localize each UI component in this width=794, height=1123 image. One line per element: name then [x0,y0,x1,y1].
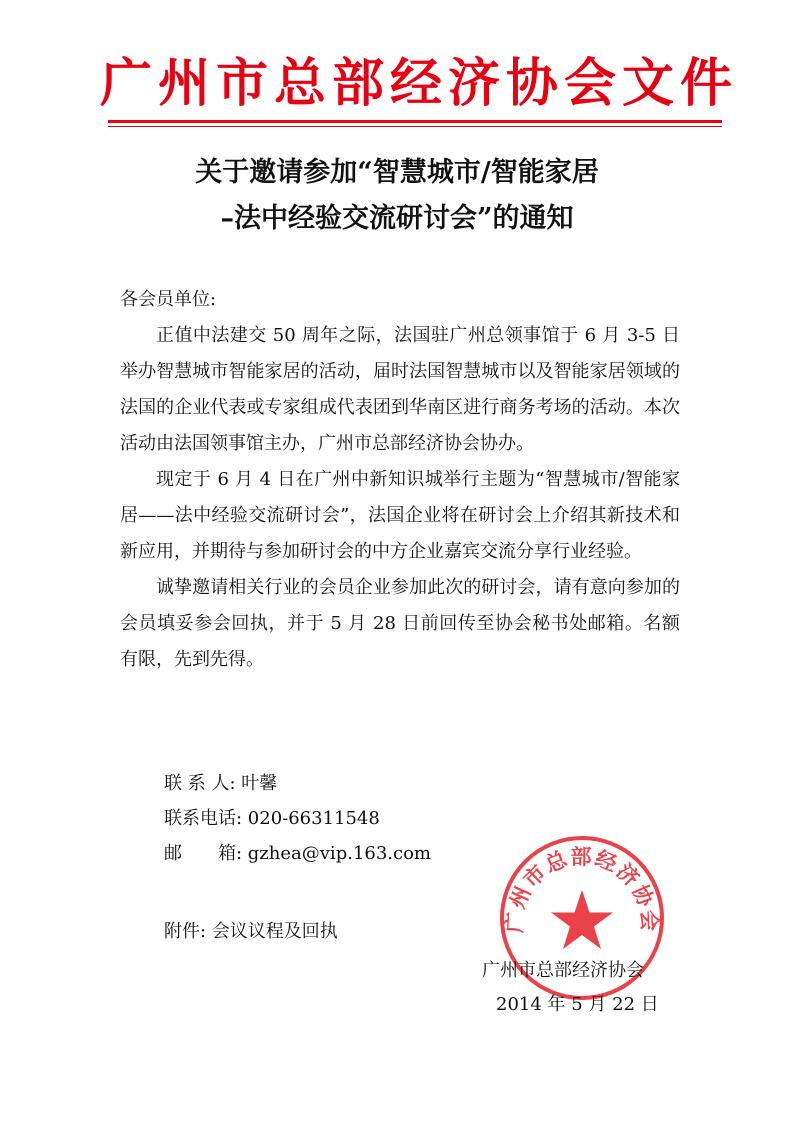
salutation: 各会员单位: [120,289,217,310]
paragraph-1: 正值中法建交 50 周年之际，法国驻广州总领事馆于 6 月 3-5 日举办智慧城市智能家居的活动，届时法国智慧城市以及智能家居领域的法国的企业代表或专家组成代表团到华南区进行商务考场的活动。本次活动由法国领事馆主办，广州市总部经济协会协办。 [120,325,680,454]
seal-star-icon [551,890,613,949]
masthead-rule-thin [108,126,722,127]
notice-title-line-2: –法中经验交流研讨会”的通知 [220,203,574,234]
contact-block [164,766,494,871]
contact-email: 邮 箱: gzhea@vip.163.com [164,843,432,864]
masthead-title: 广州市总部经济协会文件 [100,53,739,114]
paragraph-2: 现定于 6 月 4 日在广州中新知识城举行主题为“智慧城市/智能家居——法中经验交流研讨会”，法国企业将在研讨会上介绍其新技术和新应用，并期待与参加研讨会的中方企业嘉宾交流分享行业经验。 [120,469,680,562]
notice-title-line-1: 关于邀请参加“智慧城市/智能家居 [195,157,599,188]
notice-title [120,150,674,242]
paragraph-3: 诚挚邀请相关行业的会员企业参加此次的研讨会，请有意向参加的会员填妥参会回执，并于 5 月 28 日前回传至协会秘书处邮箱。名额有限，先到先得。 [120,577,680,670]
masthead-rule-thick [108,120,722,123]
contact-person: 联 系 人: 叶馨 [164,773,278,794]
seal-text: 广州市总部经济协会 [501,843,663,934]
signature-organization: 广州市总部经济协会 [482,960,644,981]
signature-date: 2014 年 5 月 22 日 [496,994,659,1015]
notice-body [120,282,680,678]
contact-phone: 联系电话: 020-66311548 [164,808,380,829]
attachment-note: 附件: 会议议程及回执 [164,921,338,942]
